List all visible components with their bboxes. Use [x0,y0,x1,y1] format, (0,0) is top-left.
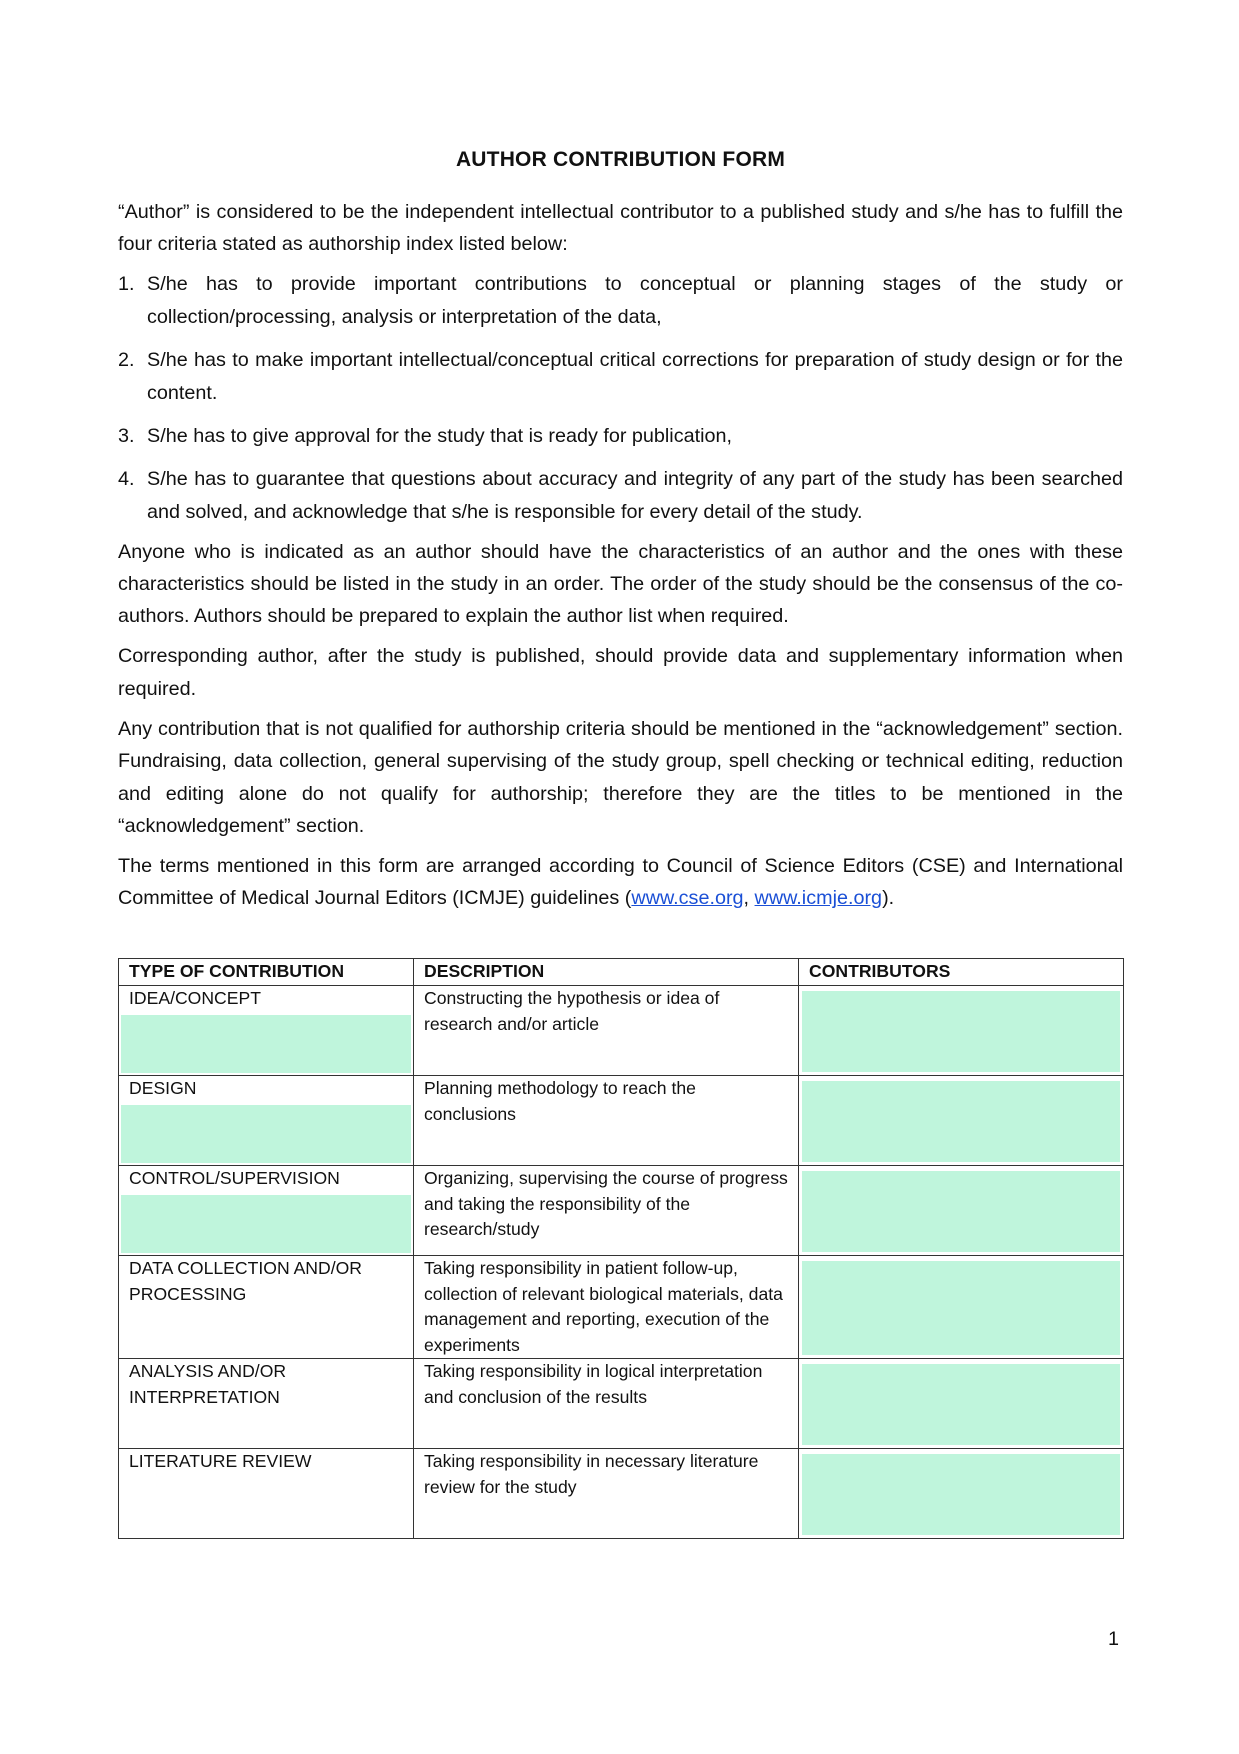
intro-paragraph: “Author” is considered to be the independent intellectual contributor to a published study and s/he has to fulfill the four criteria stated as authorship index listed below: [118,201,1123,256]
table-row [119,986,1124,1076]
form-title: AUTHOR CONTRIBUTION FORM [455,148,786,171]
criteria-number: 4. [118,468,135,491]
contributors-field[interactable] [802,1261,1120,1355]
guidelines-closing: ). [882,887,895,910]
description-text: Taking responsibility in patient follow-up, collection of relevant biological materials, data management and reporting, execution of the experiments [424,1258,783,1355]
contributors-field[interactable] [802,991,1120,1072]
header-description: DESCRIPTION [414,959,799,986]
type-label: DATA COLLECTION AND/OR PROCESSING [129,1258,362,1304]
contributors-cell [799,1359,1124,1449]
table-header-row [119,959,1124,986]
criteria-item [118,420,1123,452]
contributors-field[interactable] [802,1171,1120,1252]
table-row [119,1449,1124,1539]
cse-link[interactable]: www.cse.org [631,887,744,910]
type-cell [119,1359,414,1449]
criteria-item [118,344,1123,409]
description-cell [414,1256,799,1359]
type-cell [119,1256,414,1359]
link-separator: , [743,887,755,910]
criteria-item [118,463,1123,528]
type-fill-field[interactable] [121,1195,411,1253]
description-cell [414,1076,799,1166]
contributors-cell [799,1256,1124,1359]
author-order-paragraph: Anyone who is indicated as an author should have the characteristics of an author and the ones with these characteristics should be listed in the study in an order. The order of the study should be the consensus of the co-authors. Authors should be prepared to explain the author list when required. [118,540,1123,628]
acknowledgement-paragraph: Any contribution that is not qualified for authorship criteria should be mentioned in the “acknowledgement” section. Fundraising, data collection, general supervising of the study group, spell checking or technical editing, reduction and editing alone do not qualify for authorship; therefore they are the titles to be mentioned in the “acknowledgement” section. [118,717,1123,837]
form-body [118,196,1123,922]
type-cell [119,986,414,1076]
contributors-cell [799,1076,1124,1166]
type-label: CONTROL/SUPERVISION [129,1168,340,1188]
criteria-text: S/he has to give approval for the study that is ready for publication, [147,424,732,447]
table-row [119,1166,1124,1256]
corresponding-author-paragraph: Corresponding author, after the study is published, should provide data and supplementary information when required. [118,645,1123,700]
type-cell [119,1449,414,1539]
contributors-field[interactable] [802,1364,1120,1445]
type-label: ANALYSIS AND/OR INTERPRETATION [129,1361,287,1407]
table-row [119,1359,1124,1449]
description-text: Planning methodology to reach the conclusions [424,1078,696,1124]
page-number: 1 [1108,1628,1120,1650]
description-cell [414,1359,799,1449]
description-text: Taking responsibility in necessary literature review for the study [424,1451,759,1497]
guidelines-paragraph [118,850,1123,915]
description-text: Constructing the hypothesis or idea of research and/or article [424,988,720,1034]
description-cell [414,1166,799,1256]
header-contributors: CONTRIBUTORS [799,959,1124,986]
header-type: TYPE OF CONTRIBUTION [119,959,414,986]
description-cell [414,1449,799,1539]
type-fill-field[interactable] [121,1105,411,1163]
contributors-cell [799,986,1124,1076]
criteria-text: S/he has to provide important contributions to conceptual or planning stages of the study or collection/processing, analysis or interpretation of the data, [147,273,1123,328]
type-cell [119,1166,414,1256]
contribution-table [118,958,1124,1539]
table-row [119,1076,1124,1166]
criteria-text: S/he has to make important intellectual/conceptual critical corrections for preparation of study design or for the content. [147,349,1123,404]
description-text: Organizing, supervising the course of progress and taking the responsibility of the research/study [424,1168,788,1239]
type-label: LITERATURE REVIEW [129,1451,312,1471]
type-label: DESIGN [129,1078,197,1098]
criteria-number: 1. [118,273,135,296]
criteria-number: 3. [118,424,135,447]
criteria-number: 2. [118,349,135,372]
icmje-link[interactable]: www.icmje.org [754,887,883,910]
description-cell [414,986,799,1076]
contributors-field[interactable] [802,1454,1120,1535]
contributors-cell [799,1449,1124,1539]
criteria-item [118,268,1123,333]
type-fill-field[interactable] [121,1015,411,1073]
criteria-text: S/he has to guarantee that questions about accuracy and integrity of any part of the study has been searched and solved, and acknowledge that s/he is responsible for every detail of the study. [147,468,1123,523]
type-label: IDEA/CONCEPT [129,988,261,1008]
table-row [119,1256,1124,1359]
criteria-list [118,268,1123,528]
guidelines-text: The terms mentioned in this form are arranged according to Council of Science Editors (CSE) and International Committee of Medical Journal Editors (ICMJE) guidelines ( [118,854,1123,910]
contributors-field[interactable] [802,1081,1120,1162]
description-text: Taking responsibility in logical interpretation and conclusion of the results [424,1361,763,1407]
contributors-cell [799,1166,1124,1256]
type-cell [119,1076,414,1166]
